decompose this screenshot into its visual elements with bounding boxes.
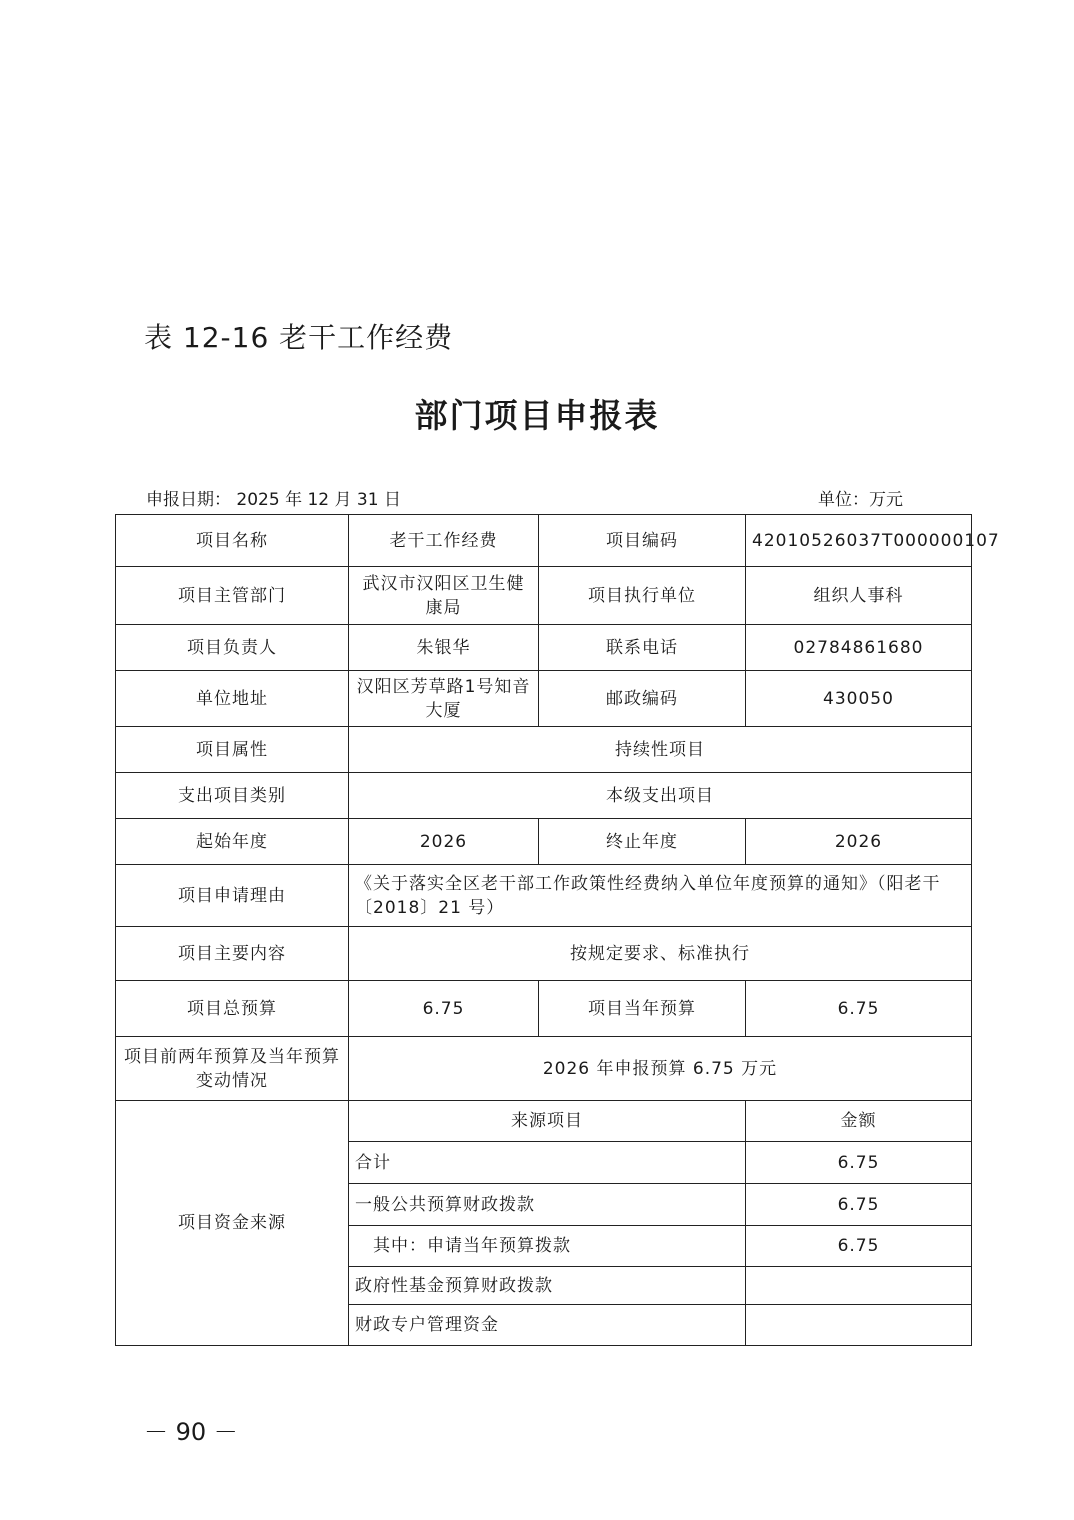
funding-source: 政府性基金预算财政拨款 [349, 1267, 746, 1305]
table-row [116, 819, 972, 865]
table-row [116, 1101, 972, 1142]
cell-label: 项目申请理由 [116, 865, 349, 927]
table-row [116, 773, 972, 819]
report-date [146, 485, 401, 510]
cell-label: 项目前两年预算及当年预算变动情况 [116, 1037, 349, 1101]
cell-label: 单位地址 [116, 671, 349, 727]
cell-label: 项目执行单位 [539, 567, 746, 625]
cell-value: 持续性项目 [349, 727, 972, 773]
cell-label: 项目主要内容 [116, 927, 349, 981]
cell-value: 按规定要求、标准执行 [349, 927, 972, 981]
cell-label: 项目当年预算 [539, 981, 746, 1037]
report-table [115, 514, 1000, 1346]
report-date-value: 2025 年 12 月 31 日 [236, 490, 401, 510]
cell-label: 项目编码 [539, 515, 746, 567]
cell-value: 老干工作经费 [349, 515, 539, 567]
page-number: － 90 － [144, 1418, 238, 1446]
report-date-label: 申报日期： [146, 490, 231, 510]
table-row [116, 515, 972, 567]
cell-value: 武汉市汉阳区卫生健康局 [349, 567, 539, 625]
cell-value: 汉阳区芳草路1号知音大厦 [349, 671, 539, 727]
table-caption: 表 12-16 老干工作经费 [144, 321, 454, 354]
cell-label: 邮政编码 [539, 671, 746, 727]
cell-label: 项目总预算 [116, 981, 349, 1037]
cell-label: 支出项目类别 [116, 773, 349, 819]
table-row [116, 1037, 972, 1101]
cell-value: 2026 [746, 819, 972, 865]
cell-value: 02784861680 [746, 625, 972, 671]
cell-value: 430050 [746, 671, 972, 727]
page-title: 部门项目申报表 [414, 396, 660, 435]
cell-value: 6.75 [746, 981, 972, 1037]
cell-label: 项目名称 [116, 515, 349, 567]
cell-value: 本级支出项目 [349, 773, 972, 819]
cell-value: 朱银华 [349, 625, 539, 671]
cell-value: 6.75 [349, 981, 539, 1037]
funding-amount: 6.75 [746, 1142, 972, 1184]
cell-label: 项目资金来源 [116, 1101, 349, 1346]
table-row [116, 567, 972, 625]
cell-label: 起始年度 [116, 819, 349, 865]
funding-source: 合计 [349, 1142, 746, 1184]
cell-value: 42010526037T000000107 [746, 515, 972, 567]
funding-header-source: 来源项目 [349, 1101, 746, 1142]
cell-label: 项目属性 [116, 727, 349, 773]
funding-amount: 6.75 [746, 1184, 972, 1226]
cell-label: 项目负责人 [116, 625, 349, 671]
table-row [116, 671, 972, 727]
table-row [116, 625, 972, 671]
cell-value: 2026 [349, 819, 539, 865]
funding-source: 财政专户管理资金 [349, 1305, 746, 1346]
funding-header-amount: 金额 [746, 1101, 972, 1142]
cell-label: 项目主管部门 [116, 567, 349, 625]
cell-label: 联系电话 [539, 625, 746, 671]
cell-value: 2026 年申报预算 6.75 万元 [349, 1037, 972, 1101]
funding-source: 其中：申请当年预算拨款 [349, 1226, 746, 1267]
funding-amount [746, 1267, 972, 1305]
table-row [116, 927, 972, 981]
funding-amount: 6.75 [746, 1226, 972, 1267]
cell-value: 《关于落实全区老干部工作政策性经费纳入单位年度预算的通知》（阳老干〔2018〕21 号） [349, 865, 972, 927]
funding-amount [746, 1305, 972, 1346]
table-row [116, 981, 972, 1037]
funding-source: 一般公共预算财政拨款 [349, 1184, 746, 1226]
table-row [116, 865, 972, 927]
unit-label: 单位：万元 [818, 490, 903, 510]
table-row [116, 727, 972, 773]
cell-label: 终止年度 [539, 819, 746, 865]
cell-value: 组织人事科 [746, 567, 972, 625]
